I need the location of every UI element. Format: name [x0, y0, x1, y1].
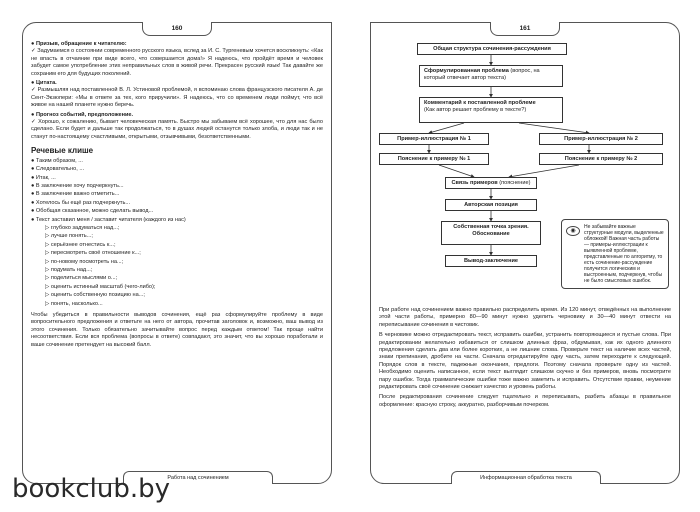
cliche-sub-item: ▷ пересмотреть своё отношение к...; [45, 250, 141, 257]
flow-comment-label: Комментарий к поставленной проблеме [424, 100, 536, 106]
flow-explain-1: Пояснение к примеру № 1 [379, 153, 489, 165]
watermark-logo: bookclub.by [12, 474, 171, 504]
footer-left: Работа над сочинением [123, 471, 273, 484]
cliche-sub-item: ▷ понять, насколько... [45, 300, 103, 307]
flow-author-position: Авторская позиция [445, 199, 537, 211]
cliche-sub-item: ▷ по-новому посмотреть на...; [45, 258, 124, 265]
method-example: ✓ Задумаемся о состоянии современного русского языка, вслед за И. С. Тургеневым хочется воскликнуть: «Как не впасть в отчаяние при виде всего, что совершается дома!» Я надеюсь, что пройдёт время и человек забудет самое употребление этих неправильных слов в живой речи. Прекрасен русский язык! Так давайте же сохраним его для будущих поколений. [31, 48, 323, 77]
closing-paragraph: Чтобы убедиться в правильности выводов сочинения, ещё раз сформулируйте проблему в виде вопросительного предложения и ответьте на него от автора, прочитав заголовок и, возможно, ваш вывод из этого сочинения. Только обязательно зачитывайте вопрос перед каждым ответом! Так проще найти несоответствия. Если вся проблема (вопросы в ответе) совпадают, это значит, что вы хорошо поработали и ваше сочинение претендует на высокий балл. [31, 312, 323, 348]
cliche-item: ● Обобщая сказанное, можно сделать вывод... [31, 208, 154, 215]
cliche-item: ● Таким образом, ... [31, 157, 83, 164]
flow-problem [419, 65, 563, 87]
cliches-heading: Речевые клише [31, 146, 94, 156]
flow-comment [419, 97, 563, 123]
cliche-item: ● В заключение важно отметить... [31, 191, 120, 198]
method-example: ✓ Хорошо, к сожалению, бывает человеческая память. Быстро мы забываем всё хорошее, что для нас было сделано. Если будет и дальше так продолжаться, то в душах людей останутся только злоба, и люди так и не станут по-настоящему счастливыми, открытыми, отзывчивыми, безответственными. [31, 119, 323, 140]
bullet-icon: ● [31, 111, 35, 118]
cliche-item: ● Итак, ... [31, 174, 56, 181]
flow-title: Общая структура сочинения-рассуждения [417, 43, 567, 55]
method-heading: Прогноз событий, предположение. [35, 111, 134, 118]
flow-example-2: Пример-иллюстрация № 2 [539, 133, 663, 145]
method-heading: Цитата. [35, 80, 57, 87]
tip-note [561, 219, 669, 289]
flow-example-1: Пример-иллюстрация № 1 [379, 133, 489, 145]
cliche-item: ● В заключение хочу подчеркнуть... [31, 182, 124, 189]
cliche-sub-item: ▷ оценить собственную позицию на...; [45, 292, 145, 299]
flow-link [445, 177, 537, 189]
left-page-content [31, 41, 323, 351]
eye-icon: ◉ [566, 226, 580, 236]
right-page [370, 22, 680, 484]
cliche-sub-item: ▷ лучше понять...; [45, 233, 93, 240]
flow-problem-label: Сформулированная проблема [424, 68, 509, 74]
conclusion-method-block [31, 41, 323, 78]
flow-link-note: (пояснение) [499, 180, 531, 186]
right-paragraph: В черновике можно отредактировать текст, исправить ошибки, устранить повторяющиеся и пустые слова. При редактировании желательно избавиться от слишком длинных фраз, обдумывая, как их одного длинного предложения сделать два или более коротких, а не лишние слова. Проверьте текст на наличие всех частей, знаки препинания, дробите на части. Сначала отредактируйте одну часть, затем переходите к следующей. Порядок слов в тексте, падежные окончания, предлоги. Поэтому сначала проверьте одну из частей. Необходимо оценить написанное, если текст выглядит слишком скучно и без примеров, вновь посмотрите пару ошибок. Тогда грамматические ошибки тоже важно заметить и исправить. Отсутствие правки, неумение редактировать своё сочинение снижает качество и уровень работы. [379, 332, 671, 391]
method-heading: Призыв, обращение к читателю: [35, 41, 127, 47]
cliche-sub-item: ▷ серьёзнее отнестись к...; [45, 241, 116, 248]
cliche-item: ● Хотелось бы ещё раз подчеркнуть... [31, 199, 131, 206]
method-example: ✓ Размышляя над поставленной В. Л. Устиновой проблемой, я вспоминаю слова французского писателя А. де Сент-Экзюпери: «Мы в ответе за тех, кого приручили». Я надеюсь, что со временем люди поймут, что всё живое на нашей планете нужно беречь. [31, 87, 323, 109]
conclusion-method-block [31, 112, 323, 142]
cliche-item: ● Текст заставил меня / заставит читателя (каждого из нас) [31, 216, 186, 223]
left-page [22, 22, 332, 484]
tip-note-text: Не забывайте важные структурные модули, выделенные обложкой! Важная часть работы — примеры-иллюстрации к выявленной проблеме, представленные по алгоритму, то есть сочинение-рассуждение получится логическим и выстроенным, подчеркнув, чтобы не было смысловых ошибок. [584, 224, 664, 284]
flow-comment-note: (Как автор решает проблему в тексте?) [424, 106, 527, 113]
cliche-item: ● Следовательно, ... [31, 166, 85, 173]
conclusion-method-block [31, 80, 323, 110]
page-number-left: 160 [142, 22, 212, 36]
bullet-icon: ● [31, 80, 35, 87]
page-number-right: 161 [490, 22, 560, 36]
cliche-sub-item: ▷ глубоко задуматься над...; [45, 224, 120, 231]
cliche-sub-item: ▷ поделиться мыслями о...; [45, 275, 118, 282]
flow-conclusion: Вывод-заключение [445, 255, 537, 267]
bullet-icon: ● [31, 41, 35, 47]
cliche-sub-list [31, 225, 323, 308]
flow-problem-note: (вопрос, на который отвечает автор текста) [424, 68, 540, 81]
cliche-sub-item: ▷ оценить истинный масштаб (чего-либо); [45, 283, 156, 290]
cliche-list [31, 158, 323, 224]
flow-own-view: Собственная точка зрения. Обоснование [441, 221, 541, 245]
flow-explain-2: Пояснение к примеру № 2 [539, 153, 663, 165]
right-paragraph: При работе над сочинением важно правильно распределить время. Из 120 минут, отведённых на выполнение этой части работы, примерно 80—90 минут нужно уделить черновику и 30—40 минут отвести на переписывание сочинения в чистовик. [379, 307, 671, 328]
right-page-text [379, 307, 671, 412]
flow-link-label: Связь примеров [451, 180, 498, 186]
right-paragraph: После редактирования сочинение следует тщательно и переписывать, разбить абзацы в правильное оформление: красную строку, аккуратно, разборчивым почерком. [379, 394, 671, 408]
cliche-sub-item: ▷ подумать над...; [45, 266, 93, 273]
footer-right: Информационная обработка текста [451, 471, 601, 484]
conclusion-methods [31, 41, 323, 141]
